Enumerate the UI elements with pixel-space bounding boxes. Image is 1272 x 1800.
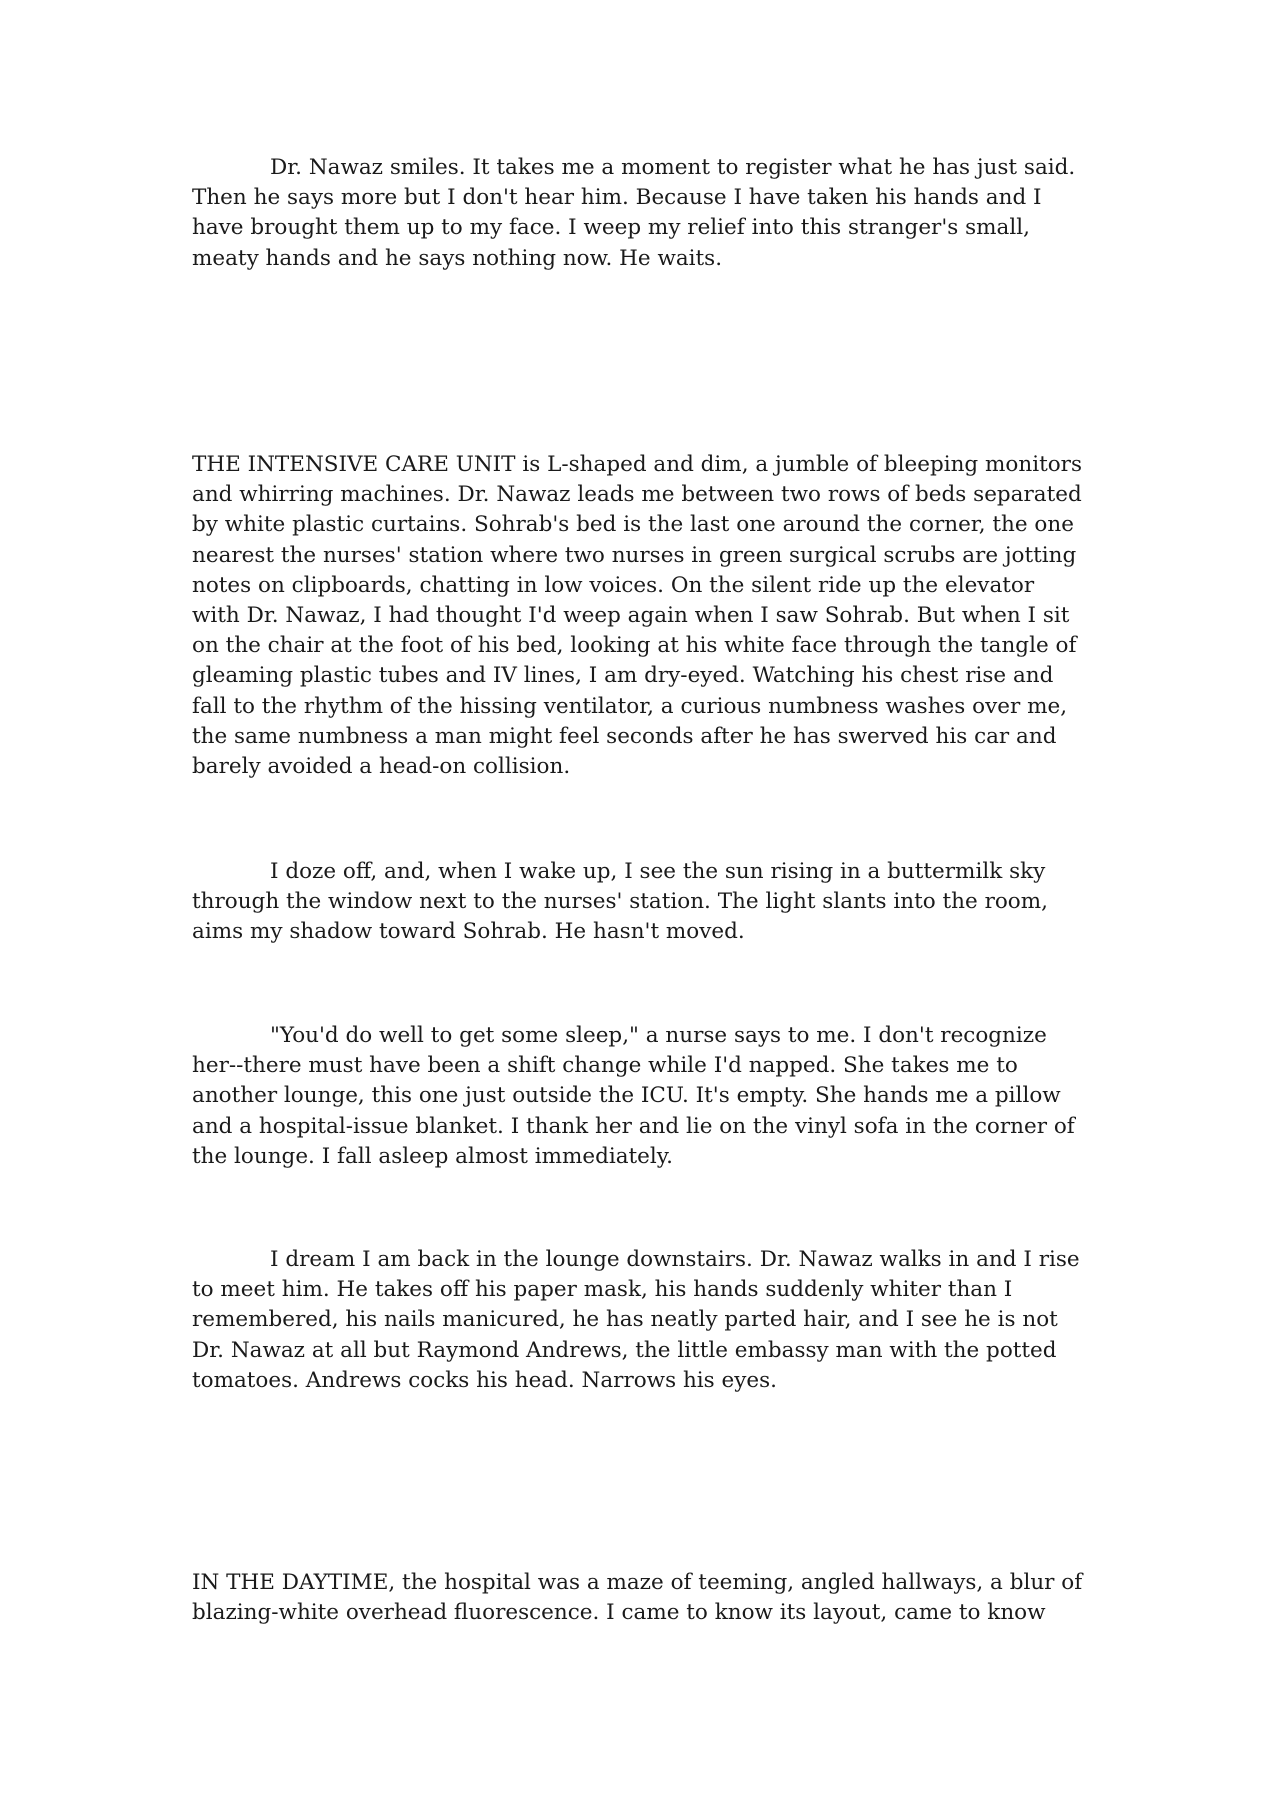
text-line: have brought them up to my face. I weep my relief into this stranger's small, [192, 215, 1030, 241]
text-line: I doze off, and, when I wake up, I see the sun rising in a buttermilk sky [270, 859, 1046, 884]
text-line: aims my shadow toward Sohrab. He hasn't moved. [192, 919, 745, 945]
text-line: through the window next to the nurses' station. The light slants into the room, [192, 889, 1048, 915]
paragraph-doze-off [192, 857, 1092, 948]
paragraph-intensive-care-unit [192, 450, 1092, 782]
text-line: tomatoes. Andrews cocks his head. Narrows his eyes. [192, 1367, 777, 1393]
text-line: her--there must have been a shift change while I'd napped. She takes me to [192, 1053, 1018, 1079]
text-line: remembered, his nails manicured, he has neatly parted hair, and I see he is not [192, 1307, 1058, 1333]
paragraph-daytime [192, 1568, 1092, 1628]
text-line: notes on clipboards, chatting in low voices. On the silent ride up the elevator [192, 572, 1035, 598]
text-line: nearest the nurses' station where two nurses in green surgical scrubs are jotting [192, 542, 1077, 568]
text-line: fall to the rhythm of the hissing ventilator, a curious numbness washes over me, [192, 693, 1068, 719]
text-line: Dr. Nawaz smiles. It takes me a moment to register what he has just said. [270, 155, 1076, 180]
text-line: with Dr. Nawaz, I had thought I'd weep again when I saw Sohrab. But when I sit [192, 603, 1070, 629]
text-line: "You'd do well to get some sleep," a nurse says to me. I don't recognize [270, 1023, 1047, 1048]
text-line: and whirring machines. Dr. Nawaz leads me between two rows of beds separated [192, 482, 1082, 508]
text-line: meaty hands and he says nothing now. He waits. [192, 245, 723, 271]
text-line: THE INTENSIVE CARE UNIT is L-shaped and dim, a jumble of bleeping monitors [192, 452, 1082, 477]
text-line: I dream I am back in the lounge downstairs. Dr. Nawaz walks in and I rise [270, 1247, 1080, 1272]
text-line: on the chair at the foot of his bed, looking at his white face through the tangle of [192, 633, 1077, 659]
paragraph-nurse-sleep [192, 1021, 1092, 1172]
text-line: and a hospital-issue blanket. I thank her and lie on the vinyl sofa in the corner of [192, 1113, 1075, 1139]
text-line: the lounge. I fall asleep almost immediately. [192, 1143, 673, 1169]
text-line: by white plastic curtains. Sohrab's bed is the last one around the corner, the one [192, 512, 1074, 538]
text-line: barely avoided a head-on collision. [192, 754, 571, 780]
text-line: Dr. Nawaz at all but Raymond Andrews, the little embassy man with the potted [192, 1337, 1057, 1363]
text-line: IN THE DAYTIME, the hospital was a maze of teeming, angled hallways, a blur of [192, 1570, 1083, 1595]
text-line: to meet him. He takes off his paper mask, his hands suddenly whiter than I [192, 1277, 1013, 1303]
text-line: blazing-white overhead fluorescence. I came to know its layout, came to know [192, 1600, 1046, 1626]
text-line: the same numbness a man might feel seconds after he has swerved his car and [192, 723, 1057, 749]
text-line: Then he says more but I don't hear him. Because I have taken his hands and I [192, 185, 1042, 211]
paragraph-nawaz-smiles [192, 153, 1092, 274]
text-line: another lounge, this one just outside the ICU. It's empty. She hands me a pillow [192, 1083, 1061, 1109]
text-line: gleaming plastic tubes and IV lines, I am dry-eyed. Watching his chest rise and [192, 663, 1054, 689]
paragraph-dream [192, 1245, 1092, 1396]
